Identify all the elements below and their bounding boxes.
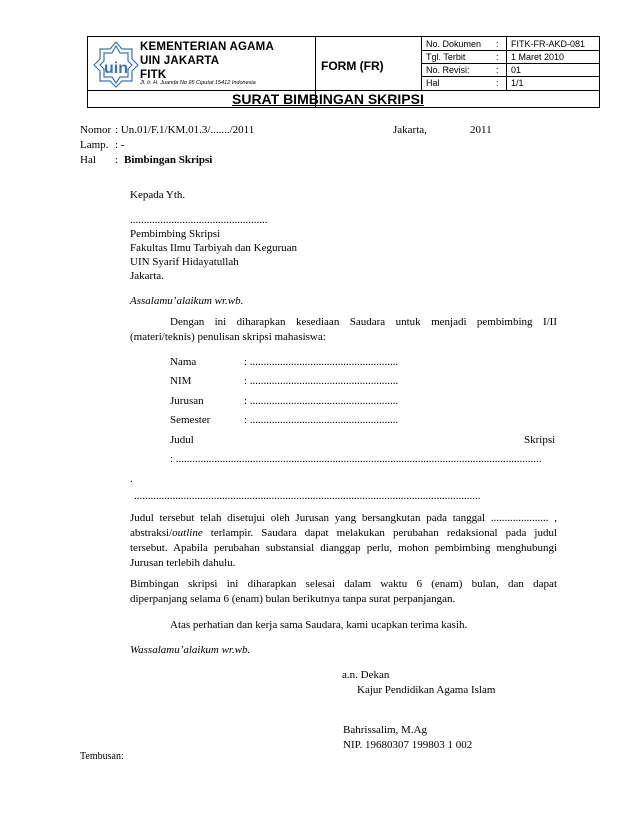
meta-label-date: Tgl. Terbit [426, 52, 466, 62]
duration-line: Bimbingan skripsi ini diharapkan selesai dalam waktu 6 (enam) bulan, dan dapat [130, 578, 557, 590]
form-code: FORM (FR) [321, 59, 384, 73]
sign-position: Kajur Pendidikan Agama Islam [357, 684, 496, 696]
letter-place: Jakarta, [393, 124, 427, 136]
approval-line: Jurusan terlebih dahulu. [130, 557, 236, 569]
sign-name: Bahrissalim, M.Ag [343, 724, 428, 736]
svg-text:uin: uin [104, 60, 128, 77]
approval-line: Judul tersebut telah disetujui oleh Jurusan yang bersangkutan pada tanggal ..................... , [130, 512, 557, 524]
intro-line: Dengan ini diharapkan kesediaan Saudara untuk menjadi pembimbing I/II [170, 316, 557, 328]
letter-year: 2011 [470, 124, 492, 136]
judul-label: Judul [170, 434, 194, 446]
institution-name: KEMENTERIAN AGAMA UIN JAKARTA FITK [140, 41, 274, 81]
field-value: : ...................................................... [244, 395, 399, 407]
judul-dots: : ..................................................................................................................................... [170, 453, 542, 465]
field-value: : ...................................................... [244, 356, 399, 368]
lamp-value: : - [115, 139, 125, 151]
nomor-label: Nomor [80, 124, 112, 136]
meta-value-page: 1/1 [511, 78, 524, 88]
thanks-line: Atas perhatian dan kerja sama Saudara, kami ucapkan terima kasih. [170, 619, 468, 631]
meta-value-date: 1 Maret 2010 [511, 52, 565, 62]
meta-value-doc: FITK-FR-AKD-081 [511, 39, 586, 49]
field-label: Semester [170, 414, 211, 426]
recipient-line: Fakultas Ilmu Tarbiyah dan Keguruan [130, 242, 298, 254]
closing-salam: Wassalamu’alaikum wr.wb. [130, 644, 251, 656]
hal-value: Bimbingan Skripsi [124, 154, 213, 166]
sign-an: a.n. Dekan [342, 669, 390, 681]
field-value: : ...................................................... [244, 414, 399, 426]
meta-label-doc: No. Dokumen [426, 39, 482, 49]
hal-label: Hal [80, 154, 96, 166]
uin-logo-icon [92, 39, 140, 89]
institution-address: Jl. Ir. H. Juanda No 95 Ciputat 15412 Indonesia [140, 80, 256, 86]
field-label: NIM [170, 375, 192, 387]
tembusan-label: Tembusan: [80, 751, 124, 762]
duration-line: diperpanjang selama 6 (enam) bulan berikutnya tanpa surat perpanjangan. [130, 593, 456, 605]
approval-line: tersebut. Apabila perubahan substansial dianggap perlu, mohon pembimbing menghubungi [130, 542, 557, 554]
meta-label-rev: No. Revisi: [426, 65, 470, 75]
field-label: Nama [170, 356, 197, 368]
meta-label-page: Hal [426, 78, 440, 88]
meta-value-rev: 01 [511, 65, 522, 75]
judul-dots-line2: .............................................................................................................................. [134, 490, 481, 502]
document-title: SURAT BIMBINGAN SKRIPSI [232, 91, 424, 107]
field-value: : ...................................................... [244, 375, 399, 387]
field-label: Jurusan [170, 395, 204, 407]
sign-nip: NIP. 19680307 199803 1 002 [343, 739, 473, 751]
document-header: uin KEMENTERIAN AGAMA UIN JAKARTA FITK Jl. Ir. H. Juanda No 95 Ciputat 15412 Indonesia FORM (FR) No. Dokumen : FITK-FR-AKD-081 Tgl. Terbit : 1 Maret 2010 No. Revisi: : 01 Hal : 1/1 [87, 36, 600, 108]
recipient-line: Jakarta. [130, 270, 164, 282]
nomor-value: : Un.01/F.1/KM.01.3/......./2011 [115, 124, 255, 136]
judul-right: Skripsi [524, 434, 556, 446]
recipient-line: UIN Syarif Hidayatullah [130, 256, 239, 268]
salam: Assalamu’alaikum wr.wb. [130, 295, 244, 307]
intro-line: (materi/teknis) penulisan skripsi mahasiswa: [130, 331, 326, 343]
greeting: Kepada Yth. [130, 189, 186, 201]
approval-line: abstraksi/outline terlampir. Saudara dapat melakukan perubahan redaksional pada judul [130, 527, 557, 539]
recipient-line: Pembimbing Skripsi [130, 228, 221, 240]
recipient-dots: .................................................. [130, 214, 268, 226]
lamp-label: Lamp. [80, 139, 109, 151]
